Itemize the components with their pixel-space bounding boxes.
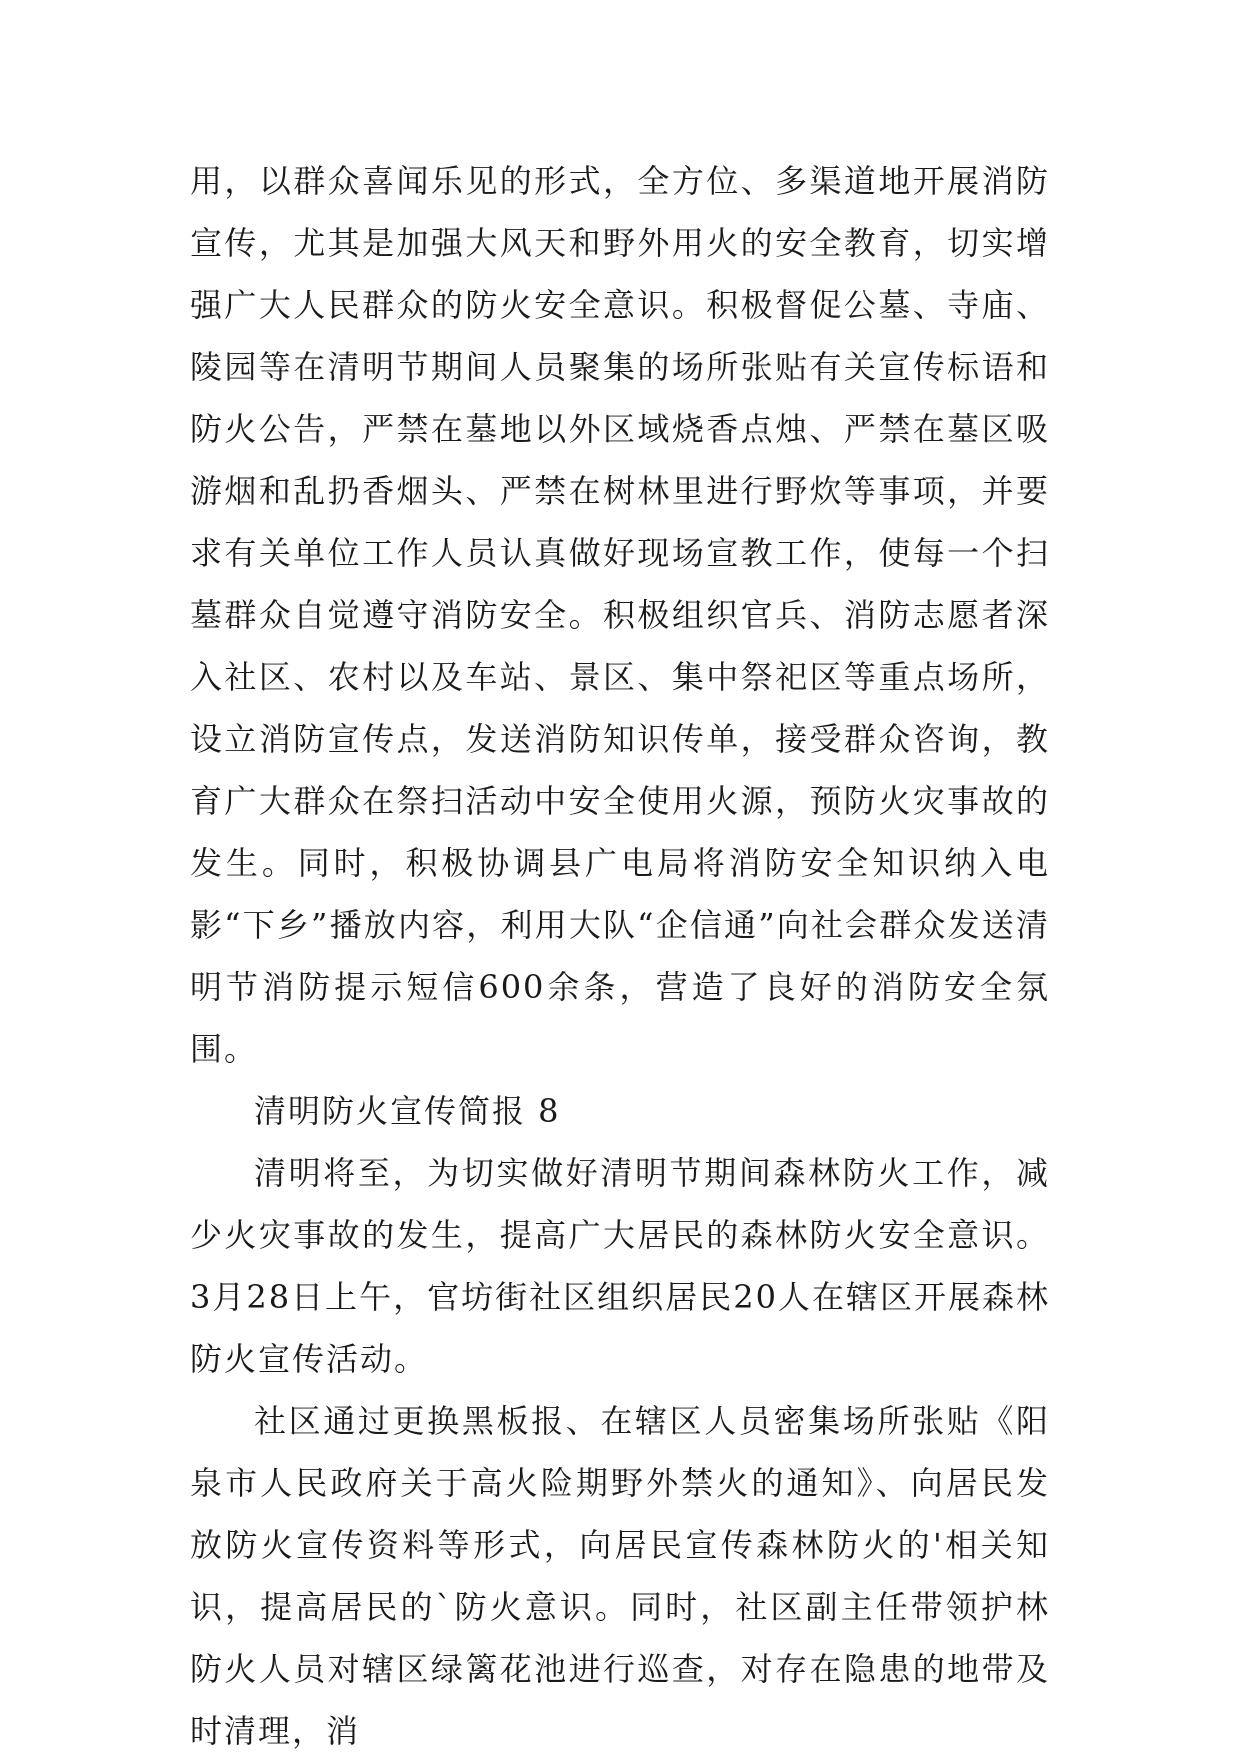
body-paragraph: 社区通过更换黑板报、在辖区人员密集场所张贴《阳泉市人民政府关于高火险期野外禁火的通知》、向居民发放防火宣传资料等形式，向居民宣传森林防火的'相关知识，提高居民的`防火意识。同时，社区副主任带领护林防火人员对辖区绿篱花池进行巡查，对存在隐患的地带及时清理，消	[190, 1402, 1050, 1750]
document-body	[190, 150, 1050, 1762]
body-paragraph-continued: 用，以群众喜闻乐见的形式，全方位、多渠道地开展消防宣传，尤其是加强大风天和野外用火的安全教育，切实增强广大人民群众的防火安全意识。积极督促公墓、寺庙、陵园等在清明节期间人员聚集的场所张贴有关宣传标语和防火公告，严禁在墓地以外区域烧香点烛、严禁在墓区吸游烟和乱扔香烟头、严禁在树林里进行野炊等事项，并要求有关单位工作人员认真做好现场宣教工作，使每一个扫墓群众自觉遵守消防安全。积极组织官兵、消防志愿者深入社区、农村以及车站、景区、集中祭祀区等重点场所，设立消防宣传点，发送消防知识传单，接受群众咨询，教育广大群众在祭扫活动中安全使用火源，预防火灾事故的发生。同时，积极协调县广电局将消防安全知识纳入电影“下乡”播放内容，利用大队“企信通”向社会群众发送清明节消防提示短信600余条，营造了良好的消防安全氛围。	[190, 162, 1050, 1068]
body-paragraph: 清明将至，为切实做好清明节期间森林防火工作，减少火灾事故的发生，提高广大居民的森林防火安全意识。3月28日上午，官坊街社区组织居民20人在辖区开展森林防火宣传活动。	[190, 1154, 1050, 1378]
section-heading: 清明防火宣传简报 8	[254, 1092, 561, 1130]
